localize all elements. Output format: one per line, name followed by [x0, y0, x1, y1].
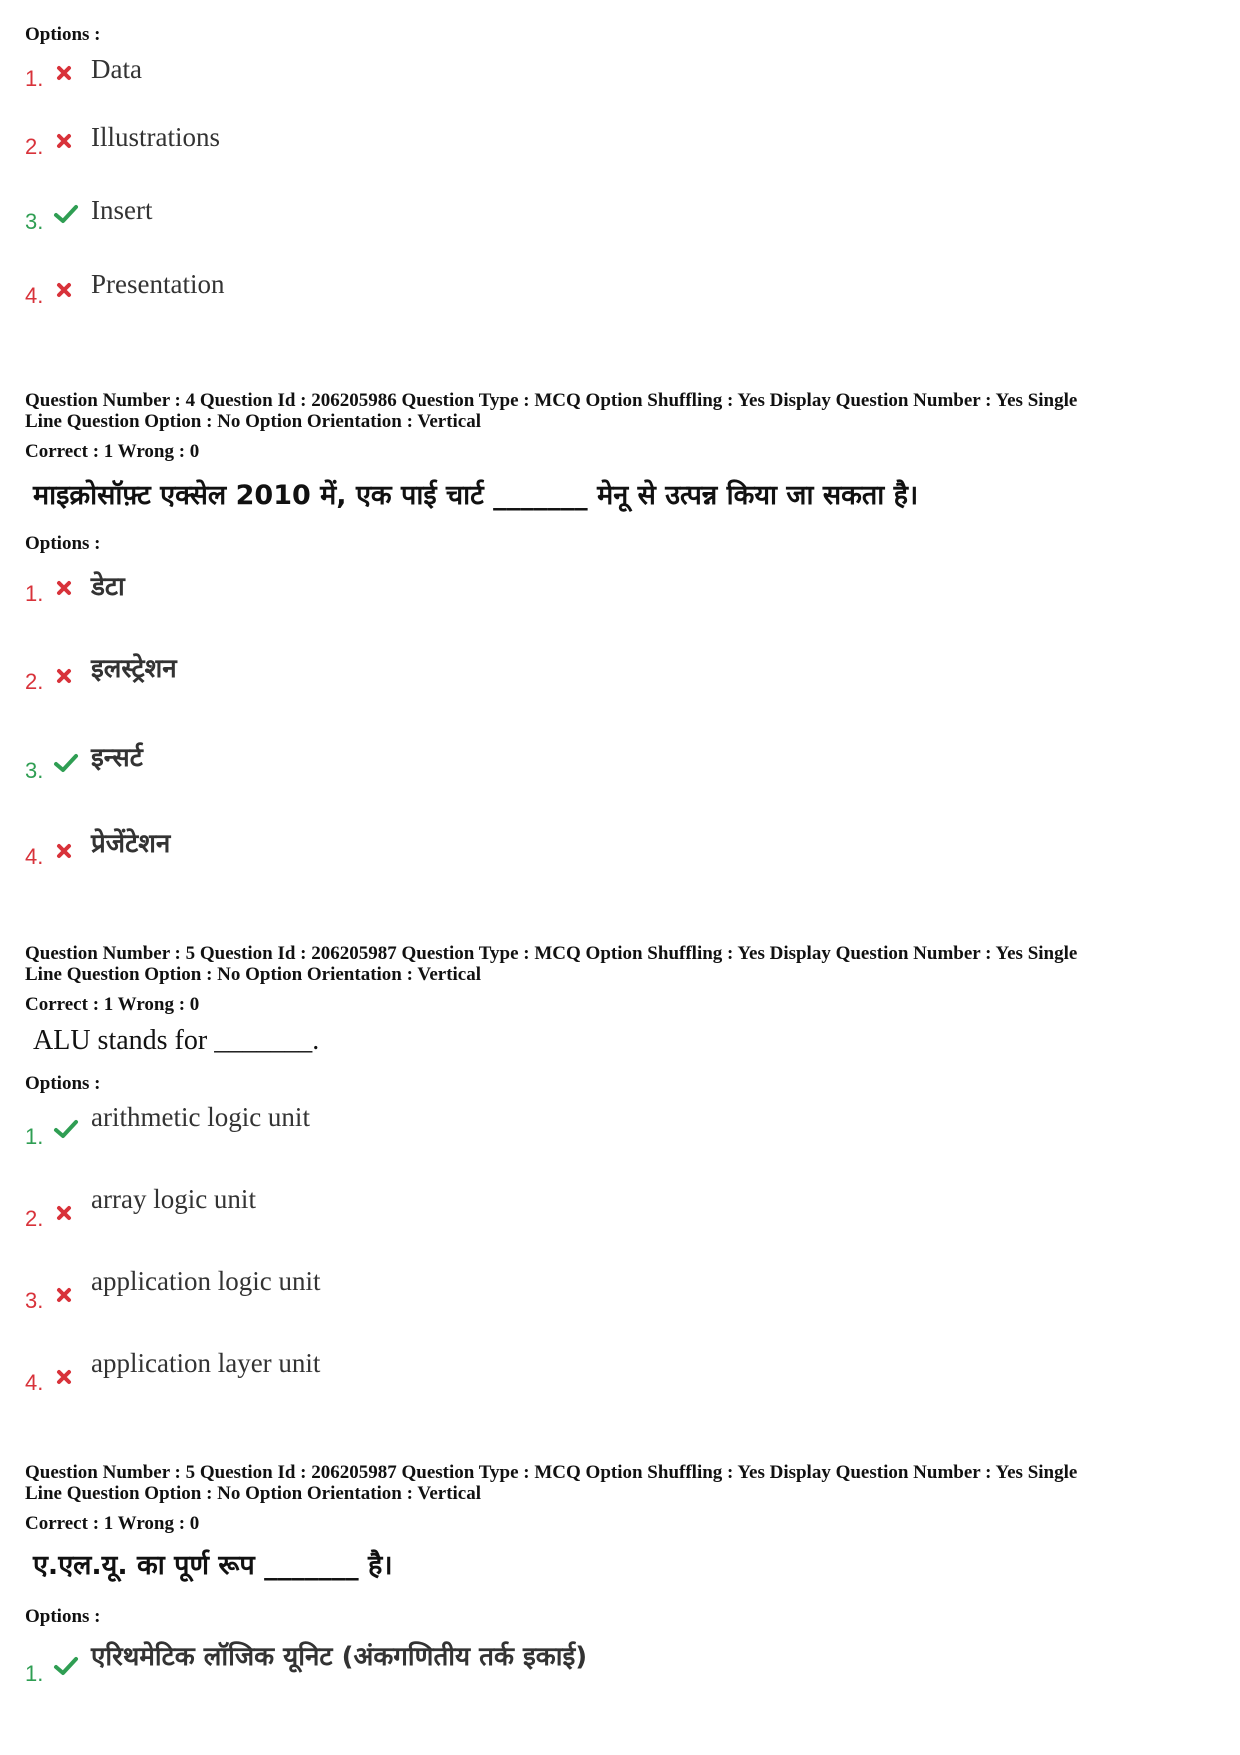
option-text: Insert [91, 195, 153, 225]
options-label: Options : [25, 533, 101, 554]
check-icon [53, 752, 79, 779]
option-row [25, 122, 625, 168]
option-row [25, 743, 625, 792]
option-number: 1. [25, 581, 44, 606]
option-row [25, 1642, 925, 1695]
options-label: Options : [25, 1073, 101, 1094]
cross-icon [53, 1366, 75, 1393]
option-number: 4. [25, 1370, 44, 1395]
meta-line-1: Question Number : 5 Question Id : 206205987 Question Type : MCQ Option Shuffling : Yes Display Question Number : Yes Single [25, 1462, 1078, 1483]
option-row [25, 1184, 625, 1240]
meta-line-1: Question Number : 4 Question Id : 206205986 Question Type : MCQ Option Shuffling : Yes Display Question Number : Yes Single [25, 390, 1078, 411]
question-meta [25, 1462, 1225, 1504]
option-number: 3. [25, 1288, 44, 1313]
option-text: Data [91, 54, 142, 84]
question-meta [25, 943, 1225, 985]
cross-icon [53, 577, 75, 604]
option-number: 1. [25, 1661, 44, 1686]
option-number: 1. [25, 66, 44, 91]
correct-wrong: Correct : 1 Wrong : 0 [25, 994, 200, 1015]
option-row [25, 54, 625, 98]
correct-wrong: Correct : 1 Wrong : 0 [25, 1513, 200, 1534]
option-number: 2. [25, 1206, 44, 1231]
options-label: Options : [25, 1606, 101, 1627]
option-text: arithmetic logic unit [91, 1102, 310, 1132]
options-label: Options : [25, 24, 101, 45]
option-text: application logic unit [91, 1266, 321, 1296]
option-number: 1. [25, 1124, 44, 1149]
option-row [25, 829, 625, 878]
option-number: 4. [25, 283, 44, 308]
check-icon [53, 203, 79, 230]
cross-icon [53, 130, 75, 157]
check-icon [53, 1655, 79, 1682]
option-number: 4. [25, 844, 44, 869]
cross-icon [53, 62, 75, 89]
option-row [25, 195, 625, 243]
option-number: 3. [25, 758, 44, 783]
cross-icon [53, 840, 75, 867]
option-number: 2. [25, 134, 44, 159]
cross-icon [53, 1284, 75, 1311]
cross-icon [53, 1202, 75, 1229]
meta-line-2: Line Question Option : No Option Orientation : Vertical [25, 1483, 482, 1504]
check-icon [53, 1118, 79, 1145]
question-meta [25, 390, 1225, 432]
cross-icon [53, 665, 75, 692]
option-text: array logic unit [91, 1184, 256, 1214]
option-text: एरिथमेटिक लॉजिक यूनिट (अंकगणितीय तर्क इकाई) [91, 1642, 588, 1672]
option-text: डेटा [91, 572, 125, 602]
meta-line-2: Line Question Option : No Option Orientation : Vertical [25, 964, 482, 985]
meta-line-1: Question Number : 5 Question Id : 206205987 Question Type : MCQ Option Shuffling : Yes Display Question Number : Yes Single [25, 943, 1078, 964]
cross-icon [53, 279, 75, 306]
option-row [25, 269, 625, 315]
question-text: ALU stands for _______. [33, 1025, 320, 1056]
option-text: इलस्ट्रेशन [91, 654, 177, 684]
option-number: 3. [25, 209, 44, 234]
option-row [25, 1102, 625, 1158]
question-text: ए.एल.यू. का पूर्ण रूप _______ है। [33, 1550, 393, 1581]
option-row [25, 572, 625, 615]
correct-wrong: Correct : 1 Wrong : 0 [25, 441, 200, 462]
question-text: माइक्रोसॉफ़्ट एक्सेल 2010 में, एक पाई चार्ट _______ मेनू से उत्पन्न किया जा सकता है। [33, 480, 919, 511]
option-text: application layer unit [91, 1348, 321, 1378]
option-row [25, 1266, 625, 1322]
meta-line-2: Line Question Option : No Option Orientation : Vertical [25, 411, 482, 432]
option-text: इन्सर्ट [91, 743, 143, 773]
option-number: 2. [25, 669, 44, 694]
option-text: Illustrations [91, 122, 220, 152]
option-row [25, 654, 625, 703]
option-row [25, 1348, 625, 1404]
option-text: Presentation [91, 269, 225, 299]
option-text: प्रेजेंटेशन [91, 829, 171, 859]
